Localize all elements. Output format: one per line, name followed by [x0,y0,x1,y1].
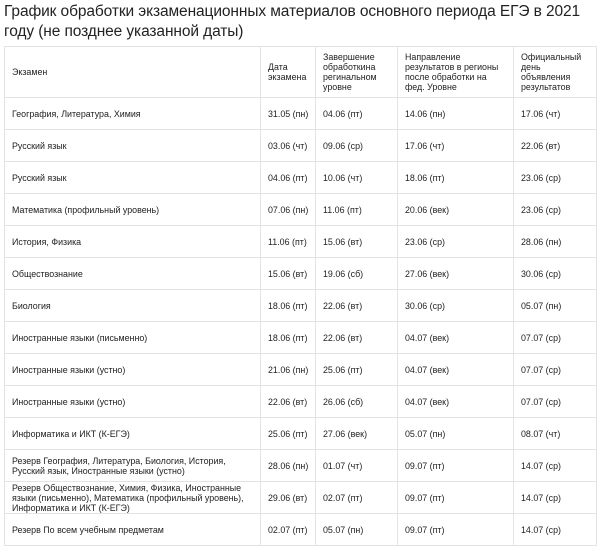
cell-exam: Биология [5,290,261,322]
cell-exam-date: 11.06 (пт) [261,226,316,258]
cell-regional: 25.06 (пт) [316,354,398,386]
cell-exam: Резерв По всем учебным предметам [5,514,261,546]
exam-schedule-table [4,46,597,546]
cell-regional: 22.06 (вт) [316,322,398,354]
cell-federal: 18.06 (пт) [398,162,514,194]
cell-official: 14.07 (ср) [514,514,597,546]
cell-regional: 27.06 (век) [316,418,398,450]
table-row [5,514,597,546]
cell-regional: 10.06 (чт) [316,162,398,194]
header-regional-processing: Завершение обработкина регинальном уровне [316,47,398,98]
table-row [5,418,597,450]
cell-federal: 05.07 (пн) [398,418,514,450]
cell-regional: 22.06 (вт) [316,290,398,322]
table-row [5,194,597,226]
cell-official: 22.06 (вт) [514,130,597,162]
cell-federal: 17.06 (чт) [398,130,514,162]
cell-federal: 04.07 (век) [398,386,514,418]
cell-regional: 19.06 (сб) [316,258,398,290]
cell-federal: 09.07 (пт) [398,514,514,546]
cell-exam: Русский язык [5,162,261,194]
cell-exam: История, Физика [5,226,261,258]
cell-official: 08.07 (чт) [514,418,597,450]
table-body [5,98,597,546]
cell-federal: 09.07 (пт) [398,450,514,482]
cell-exam: Математика (профильный уровень) [5,194,261,226]
table-row [5,290,597,322]
table-row [5,162,597,194]
table-row [5,386,597,418]
cell-federal: 30.06 (ср) [398,290,514,322]
header-official-announcement: Официальный день объявления результатов [514,47,597,98]
cell-regional: 11.06 (пт) [316,194,398,226]
cell-federal: 04.07 (век) [398,354,514,386]
table-header-row [5,47,597,98]
cell-exam-date: 07.06 (пн) [261,194,316,226]
table-row [5,482,597,514]
cell-official: 23.06 (ср) [514,194,597,226]
cell-exam-date: 31.05 (пн) [261,98,316,130]
cell-official: 28.06 (пн) [514,226,597,258]
cell-exam-date: 28.06 (пн) [261,450,316,482]
cell-federal: 27.06 (век) [398,258,514,290]
cell-exam-date: 21.06 (пн) [261,354,316,386]
cell-official: 14.07 (ср) [514,450,597,482]
cell-federal: 09.07 (пт) [398,482,514,514]
cell-exam-date: 15.06 (вт) [261,258,316,290]
table-row [5,226,597,258]
cell-exam: Резерв Обществознание, Химия, Физика, Иностранные языки (письменно), Математика (профильный уровень), Информатика и ИКТ (К-ЕГЭ) [5,482,261,514]
cell-regional: 04.06 (пт) [316,98,398,130]
cell-exam: Обществознание [5,258,261,290]
header-federal-results: Направление результатов в регионы после обработки на фед. Уровне [398,47,514,98]
cell-exam-date: 03.06 (чт) [261,130,316,162]
cell-federal: 04.07 (век) [398,322,514,354]
table-row [5,98,597,130]
cell-exam-date: 02.07 (пт) [261,514,316,546]
cell-exam: Русский язык [5,130,261,162]
cell-regional: 26.06 (сб) [316,386,398,418]
cell-exam-date: 18.06 (пт) [261,322,316,354]
page-title: График обработки экзаменационных материалов основного периода ЕГЭ в 2021 году (не позднее указанной даты) [4,3,581,40]
cell-exam-date: 22.06 (вт) [261,386,316,418]
cell-regional: 09.06 (ср) [316,130,398,162]
cell-official: 07.07 (ср) [514,386,597,418]
cell-federal: 20.06 (век) [398,194,514,226]
header-exam: Экзамен [5,47,261,98]
table-row [5,450,597,482]
cell-exam: Иностранные языки (устно) [5,354,261,386]
cell-official: 07.07 (ср) [514,322,597,354]
cell-regional: 01.07 (чт) [316,450,398,482]
cell-official: 07.07 (ср) [514,354,597,386]
cell-regional: 15.06 (вт) [316,226,398,258]
cell-regional: 02.07 (пт) [316,482,398,514]
cell-exam-date: 04.06 (пт) [261,162,316,194]
cell-exam: Информатика и ИКТ (К-ЕГЭ) [5,418,261,450]
cell-official: 23.06 (ср) [514,162,597,194]
cell-regional: 05.07 (пн) [316,514,398,546]
cell-federal: 23.06 (ср) [398,226,514,258]
cell-official: 30.06 (ср) [514,258,597,290]
cell-official: 05.07 (пн) [514,290,597,322]
cell-exam-date: 29.06 (вт) [261,482,316,514]
cell-exam-date: 25.06 (пт) [261,418,316,450]
table-row [5,322,597,354]
header-exam-date: Дата экзамена [261,47,316,98]
cell-exam: География, Литература, Химия [5,98,261,130]
table-row [5,354,597,386]
cell-official: 14.07 (ср) [514,482,597,514]
table-row [5,258,597,290]
cell-exam: Иностранные языки (письменно) [5,322,261,354]
cell-exam-date: 18.06 (пт) [261,290,316,322]
table-row [5,130,597,162]
cell-exam: Иностранные языки (устно) [5,386,261,418]
cell-federal: 14.06 (пн) [398,98,514,130]
cell-exam: Резерв География, Литература, Биология, История, Русский язык, Иностранные языки (устно) [5,450,261,482]
cell-official: 17.06 (чт) [514,98,597,130]
